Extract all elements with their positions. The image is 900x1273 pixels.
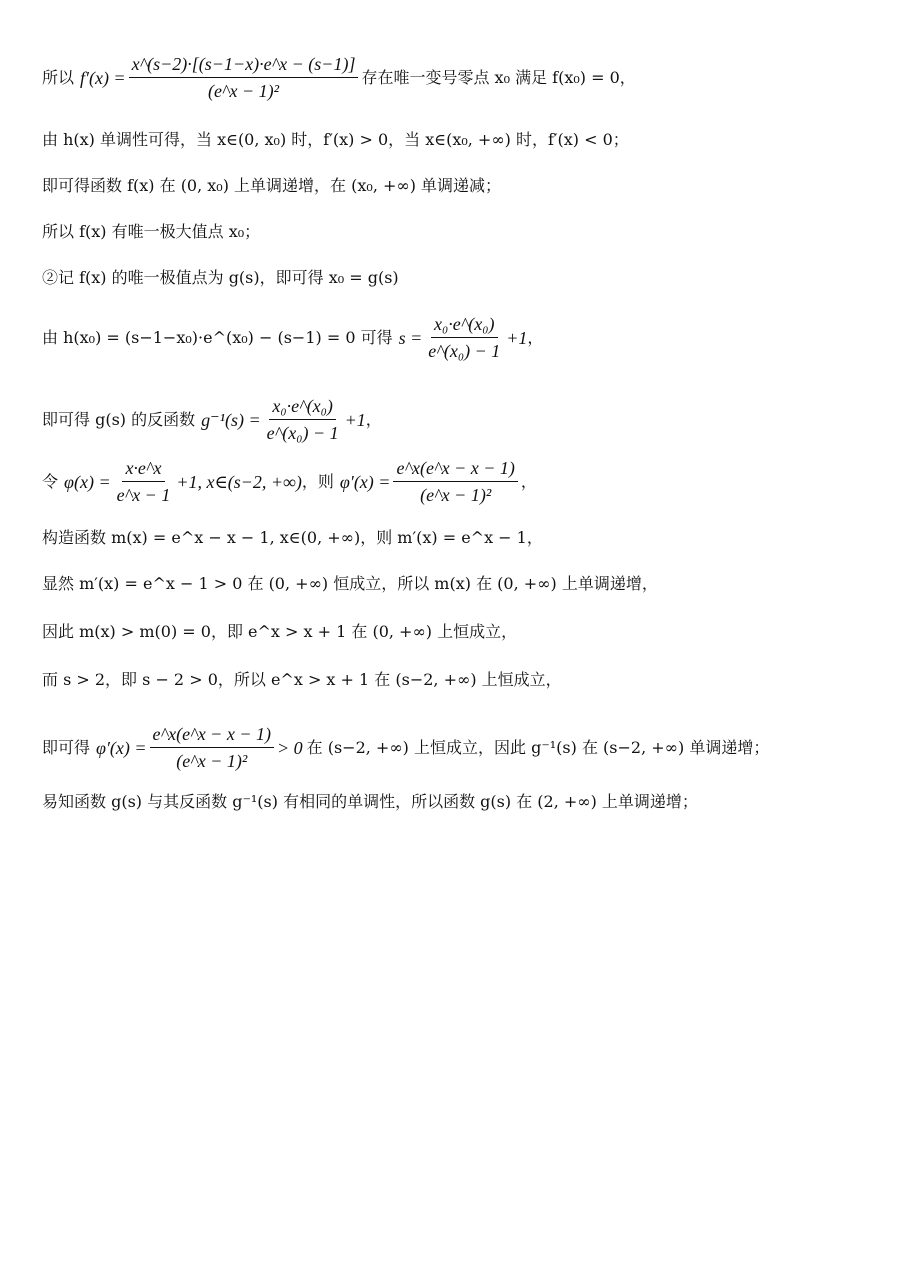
math-expression: f′(x) = [80, 67, 126, 88]
fraction-denominator: e^(x₀) − 1 [428, 341, 501, 361]
math-expression: +1 [506, 327, 528, 348]
fraction-denominator: (e^x − 1)² [176, 751, 248, 771]
fraction-numerator: x₀·e^(x₀) [269, 394, 336, 420]
line-text: ， [520, 471, 537, 491]
math-expression: φ′(x) = [339, 471, 391, 492]
fraction-numerator: x₀·e^(x₀) [431, 312, 498, 338]
solution-line-11 [42, 620, 880, 644]
line-text: 显然 m′(x) = e^x − 1 > 0 在 (0, +∞) 恒成立，所以 m(x) 在 (0, +∞) 上单调递增， [42, 574, 658, 593]
math-expression: > 0 [276, 737, 303, 758]
solution-line-13 [42, 722, 880, 773]
fraction-denominator: (e^x − 1)² [420, 485, 492, 505]
line-text: 即可得函数 f(x) 在 (0, x₀) 上单调递增，在 (x₀, +∞) 单调递减； [42, 176, 502, 195]
line-text: 令 [42, 471, 59, 491]
fraction [393, 456, 517, 507]
line-text: ， [365, 409, 382, 429]
line-text: ②记 f(x) 的唯一极值点为 g(s)，即可得 x₀ = g(s) [42, 268, 399, 287]
solution-line-7 [42, 394, 880, 445]
math-expression: φ′(x) = [96, 737, 147, 758]
fraction [114, 456, 174, 507]
solution-line-5 [42, 266, 880, 290]
solution-line-10 [42, 572, 880, 596]
solution-line-6 [42, 312, 880, 363]
solution-line-9 [42, 526, 880, 550]
math-expression: +1, x∈(s−2, +∞) [176, 471, 302, 492]
line-text: ， [527, 327, 544, 347]
solution-line-8 [42, 456, 880, 507]
line-text: 而 s > 2，即 s − 2 > 0，所以 e^x > x + 1 在 (s−2, +∞) 上恒成立， [42, 670, 562, 689]
fraction [150, 722, 274, 773]
line-text: 因此 m(x) > m(0) = 0，即 e^x > x + 1 在 (0, +∞) 上恒成立， [42, 622, 518, 641]
line-text: 构造函数 m(x) = e^x − x − 1, x∈(0, +∞)，则 m′(x) = e^x − 1， [42, 528, 543, 547]
line-text: ，则 [301, 471, 334, 491]
line-text: 所以 f(x) 有唯一极大值点 x₀； [42, 222, 261, 241]
line-text: 易知函数 g(s) 与其反函数 g⁻¹(s) 有相同的单调性，所以函数 g(s) 在 (2, +∞) 上单调递增； [42, 792, 698, 811]
line-text: 即可得 g(s) 的反函数 [42, 409, 196, 429]
line-text: 由 h(x) 单调性可得，当 x∈(0, x₀) 时，f′(x) > 0，当 x∈(x₀, +∞) 时，f′(x) < 0； [42, 130, 629, 149]
fraction-numerator: e^x(e^x − x − 1) [150, 722, 274, 748]
line-text: 即可得 [42, 737, 91, 757]
math-expression: g⁻¹(s) = [201, 409, 261, 430]
solution-line-2 [42, 128, 880, 152]
line-text: 存在唯一变号零点 x₀ 满足 f(x₀) = 0， [361, 67, 636, 87]
fraction-numerator: x·e^x [122, 456, 164, 482]
math-expression: s = [398, 327, 423, 348]
fraction [425, 312, 503, 363]
math-expression: φ(x) = [64, 471, 111, 492]
fraction-denominator: (e^x − 1)² [207, 81, 280, 101]
fraction-denominator: e^x − 1 [116, 485, 171, 505]
math-expression: +1 [344, 409, 366, 430]
line-text: 所以 [42, 67, 75, 87]
line-text: 由 h(x₀) = (s−1−x₀)·e^(x₀) − (s−1) = 0 可得 [42, 327, 393, 347]
fraction-numerator: x^(s−2)·[(s−1−x)·e^x − (s−1)] [129, 52, 359, 78]
solution-line-12 [42, 668, 880, 692]
solution-line-14 [42, 790, 880, 814]
fraction-numerator: e^x(e^x − x − 1) [393, 456, 517, 482]
solution-line-1 [42, 52, 880, 103]
fraction-denominator: e^(x₀) − 1 [266, 423, 339, 443]
solution-line-3 [42, 174, 880, 198]
fraction [129, 52, 359, 103]
solution-line-4 [42, 220, 880, 244]
line-text: 在 (s−2, +∞) 上恒成立，因此 g⁻¹(s) 在 (s−2, +∞) 单调递增； [306, 737, 770, 757]
fraction [264, 394, 342, 445]
